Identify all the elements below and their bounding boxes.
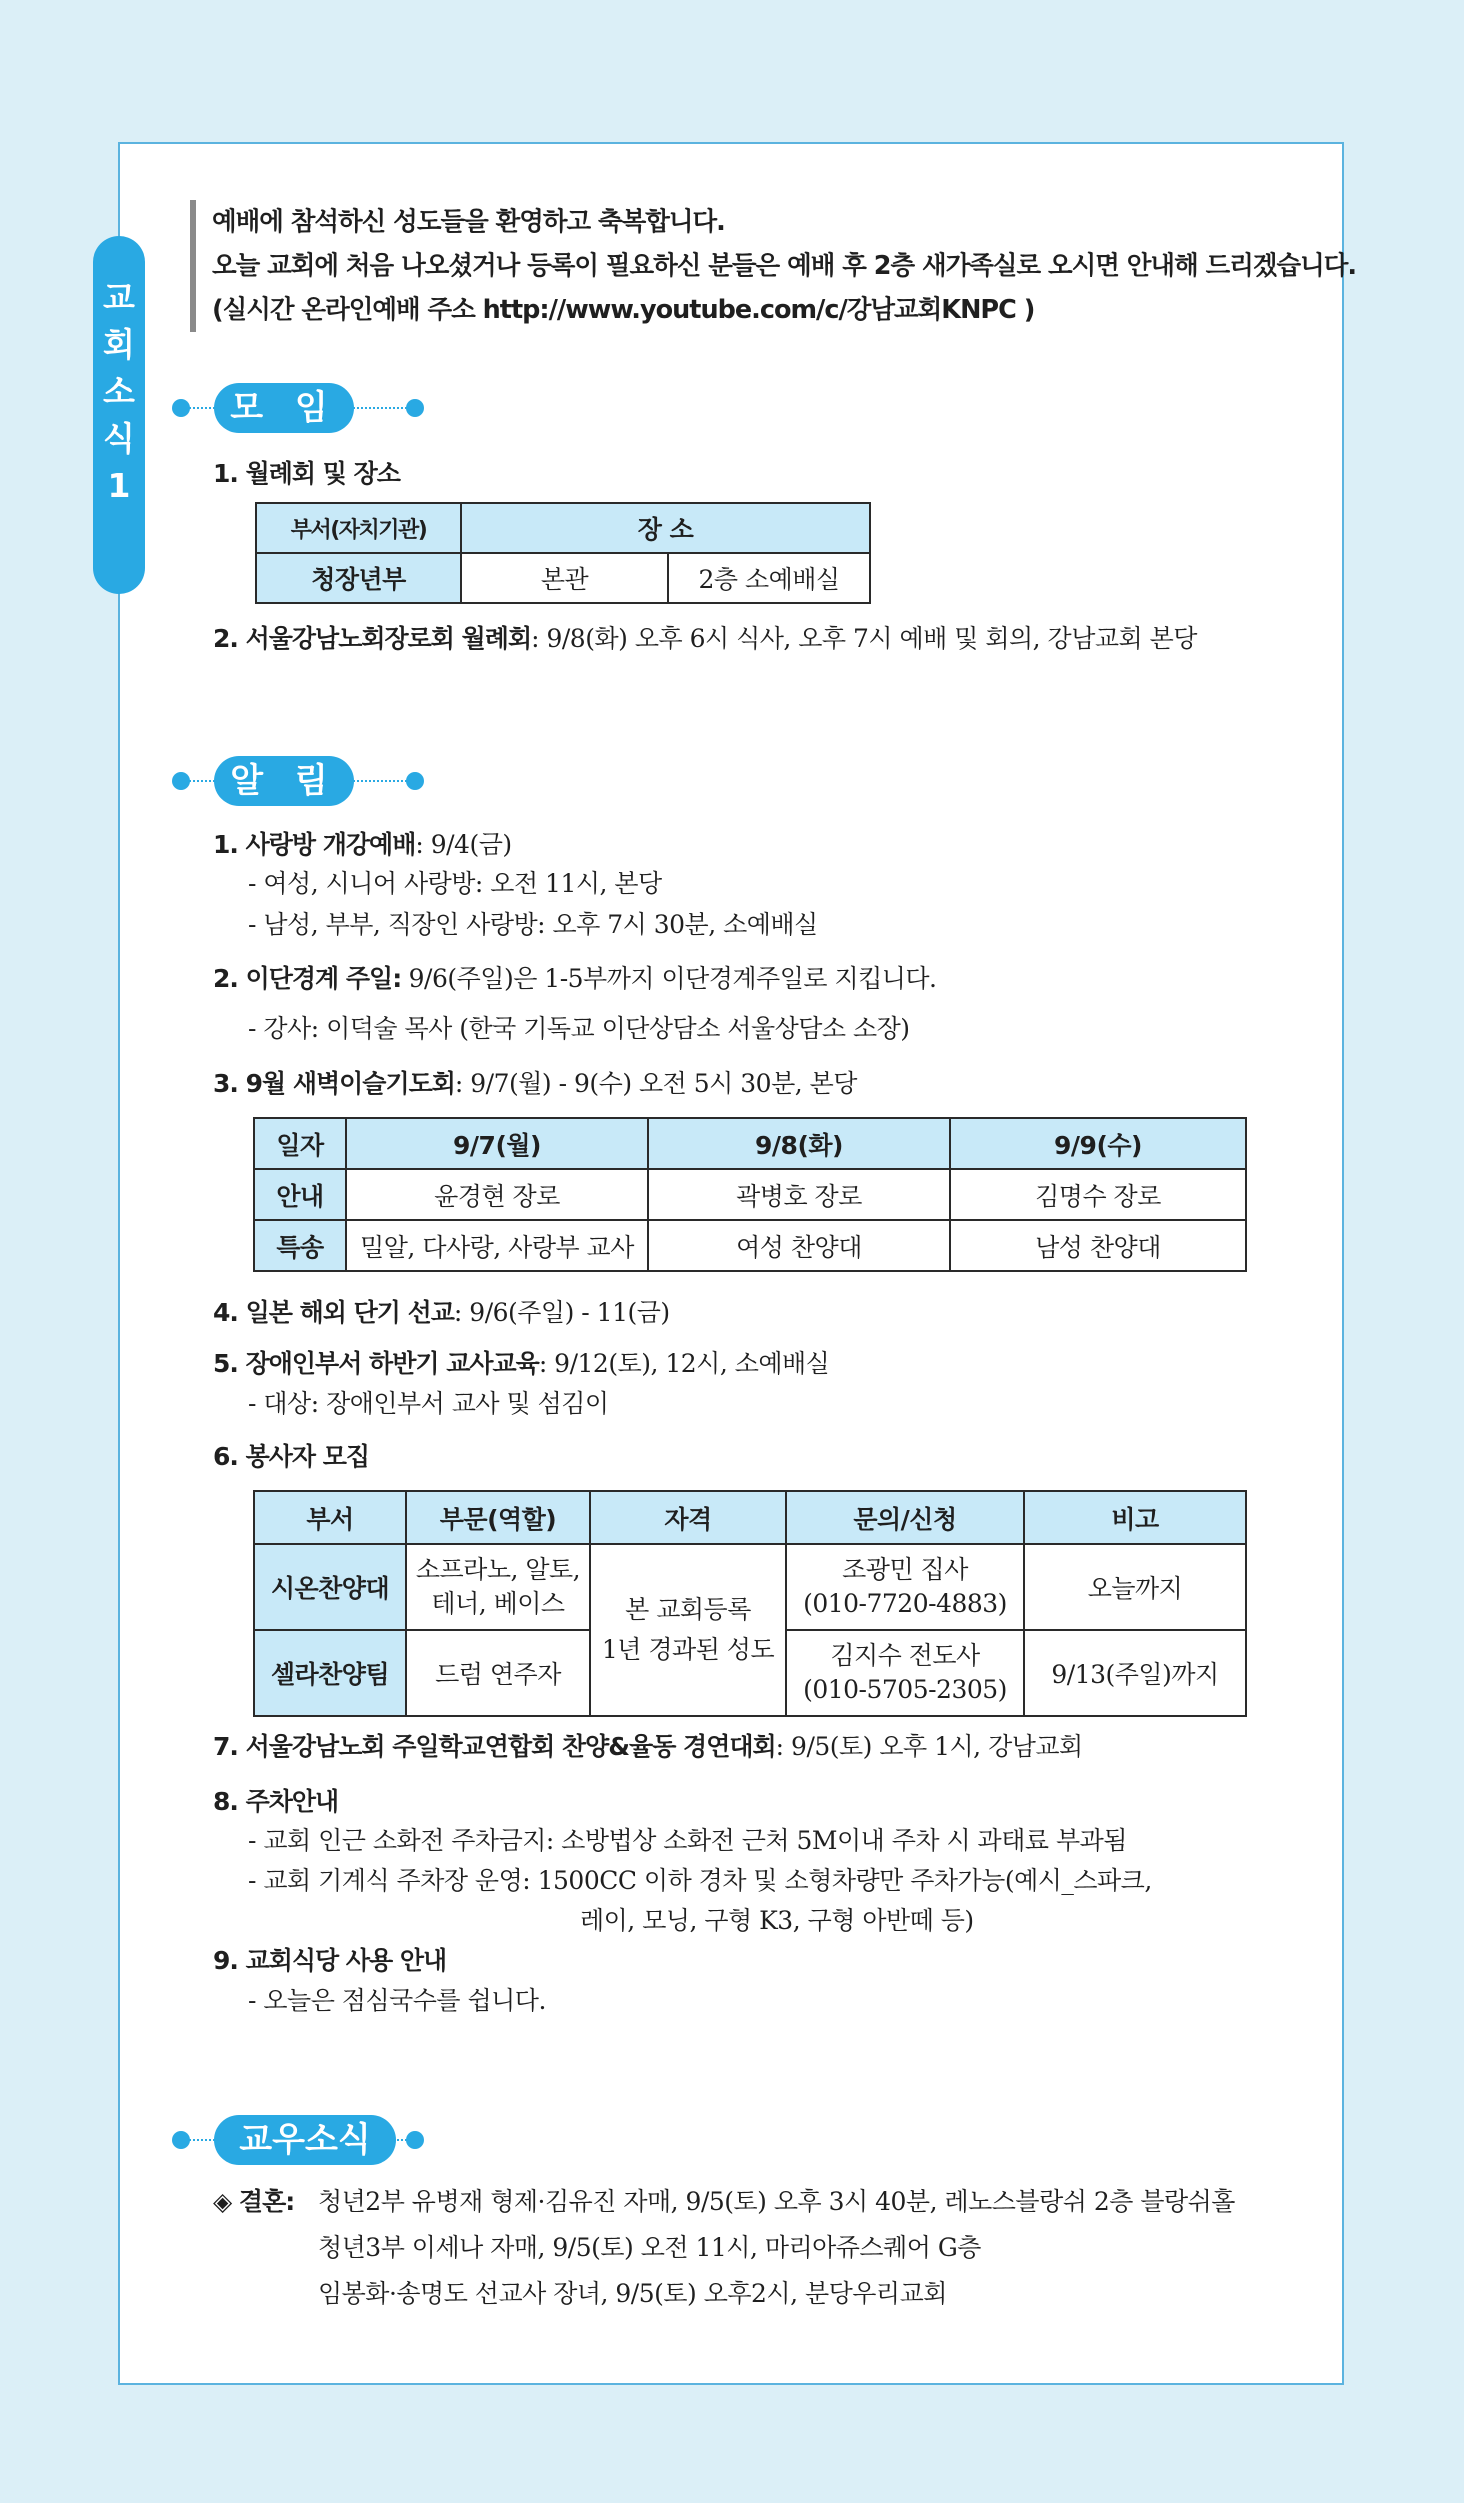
notice-item-8 [213,1785,338,1819]
table-cell: 셀라찬양팀 [254,1630,406,1716]
table-header-cell: 장 소 [461,503,870,553]
table-cell: 청장년부 [256,553,461,603]
item-text: : 9/4(금) [415,830,512,859]
side-tab-church-news [93,236,145,594]
table-cell: 안내 [254,1169,346,1220]
table-header-cell: 9/8(화) [648,1118,950,1169]
table-header-cell: 자격 [590,1491,786,1544]
bullet-dot [406,2131,424,2149]
table-header-cell: 문의/신청 [786,1491,1024,1544]
notice-item-8-sub: - 교회 인근 소화전 주차금지: 소방법상 소화전 근처 5M이내 주차 시 과태료 부과됨 [248,1826,1127,1855]
table-header-cell: 부서 [254,1491,406,1544]
volunteer-table [253,1490,1247,1717]
wedding-line: 청년3부 이세나 자매, 9/5(토) 오전 11시, 마리아쥬스퀘어 G층 [318,2233,981,2262]
notice-item-8-sub: - 교회 기계식 주차장 운영: 1500CC 이하 경차 및 소형차량만 주차가능(예시_스파크, [248,1866,1152,1895]
table-header-cell: 9/7(월) [346,1118,648,1169]
item-text: : 9/12(토), 12시, 소예배실 [538,1349,830,1378]
table-cell: 시온찬양대 [254,1544,406,1630]
section-title: 모 임 [214,383,354,433]
intro-block [190,200,1356,332]
item-text: : 9/5(토) 오후 1시, 강남교회 [775,1732,1083,1761]
item-heading: 8. 주차안내 [213,1787,339,1816]
item-text: : 9/8(화) 오후 6시 식사, 오후 7시 예배 및 회의, 강남교회 본당 [531,624,1197,653]
table-header-cell: 부서(자치기관) [256,503,461,553]
item-heading: 5. 장애인부서 하반기 교사교육 [213,1349,539,1378]
item-heading: 2. 서울강남노회장로회 월례회 [213,624,532,653]
table-cell [590,1544,786,1716]
intro-line: (실시간 온라인예배 주소 http://www.youtube.com/c/강남교회KNPC ) [212,295,1035,325]
section-title: 교우소식 [214,2115,396,2165]
notice-item-2 [213,962,937,996]
table-cell: 9/13(주일)까지 [1024,1630,1246,1716]
item-heading: 4. 일본 해외 단기 선교 [213,1298,454,1327]
item-heading: 2. 이단경계 주일: [213,964,402,993]
item-heading: 3. 9월 새벽이슬기도회 [213,1069,455,1098]
notice-item-5 [213,1347,829,1381]
table-cell: 김명수 장로 [950,1169,1246,1220]
cell-line: 테너, 베이스 [431,1589,565,1618]
notice-item-6 [213,1440,369,1474]
wedding-line: 임봉화·송명도 선교사 장녀, 9/5(토) 오후2시, 분당우리교회 [318,2279,947,2308]
table-header-cell: 일자 [254,1118,346,1169]
section-title: 알 림 [214,756,354,806]
intro-line: 오늘 교회에 처음 나오셨거나 등록이 필요하신 분들은 예배 후 2층 새가족실로 오시면 안내해 드리겠습니다. [212,251,1357,281]
item-text: 9/6(주일)은 1-5부까지 이단경계주일로 지킵니다. [401,964,937,993]
meeting-item-1 [213,457,400,491]
cell-line: 조광민 집사 [842,1555,968,1584]
table-header-cell: 9/9(수) [950,1118,1246,1169]
table-header-cell: 부문(역할) [406,1491,590,1544]
table-cell: 여성 찬양대 [648,1220,950,1271]
table-header-cell: 비고 [1024,1491,1246,1544]
item-heading: 6. 봉사자 모집 [213,1442,370,1471]
dawn-prayer-table [253,1117,1247,1272]
notice-item-9 [213,1944,446,1978]
meeting-item-2 [213,622,1197,656]
section-header-members [172,2115,432,2165]
side-tab-char: 소 [103,372,135,411]
notice-item-5-sub: - 대상: 장애인부서 교사 및 섬김이 [248,1389,609,1418]
notice-item-1 [213,828,512,862]
section-header-meeting [172,383,432,433]
notice-item-3 [213,1067,857,1101]
cell-line: 김지수 전도사 [830,1641,980,1670]
table-cell: 2층 소예배실 [668,553,870,603]
side-tab-char: 식 [103,419,135,458]
wedding-label [213,2185,294,2219]
item-heading: 1. 사랑방 개강예배 [213,830,416,859]
table-cell: 오늘까지 [1024,1544,1246,1630]
notice-item-9-sub: - 오늘은 점심국수를 쉽니다. [248,1986,546,2015]
cell-line: 1년 경과된 성도 [601,1635,775,1664]
table-cell: 남성 찬양대 [950,1220,1246,1271]
table-cell: 윤경현 장로 [346,1169,648,1220]
table-cell [406,1544,590,1630]
side-tab-char: 회 [103,325,135,364]
notice-item-1-sub: - 여성, 시니어 사랑방: 오전 11시, 본당 [248,869,662,898]
bullet-dot [172,399,190,417]
item-heading: 9. 교회식당 사용 안내 [213,1946,447,1975]
intro-line: 예배에 참석하신 성도들을 환영하고 축복합니다. [212,207,725,237]
item-heading: 7. 서울강남노회 주일학교연합회 찬양&율동 경연대회 [213,1732,776,1761]
table-cell: 본관 [461,553,668,603]
bullet-dot [172,2131,190,2149]
cell-line: (010-7720-4883) [803,1589,1007,1618]
cell-line: (010-5705-2305) [803,1675,1007,1704]
bullet-dot [406,772,424,790]
notice-item-4 [213,1296,670,1330]
notice-item-8-sub: 레이, 모닝, 구형 K3, 구형 아반떼 등) [580,1906,974,1935]
table-cell [786,1544,1024,1630]
table-cell: 드럼 연주자 [406,1630,590,1716]
notice-item-1-sub: - 남성, 부부, 직장인 사랑방: 오후 7시 30분, 소예배실 [248,910,818,939]
item-heading: 1. 월례회 및 장소 [213,459,400,488]
meeting-table [255,502,871,604]
bullet-dot [406,399,424,417]
notice-item-7 [213,1730,1083,1764]
table-cell: 곽병호 장로 [648,1169,950,1220]
notice-item-2-sub: - 강사: 이덕술 목사 (한국 기독교 이단상담소 서울상담소 소장) [248,1014,910,1043]
table-cell [786,1630,1024,1716]
item-text: : 9/7(월) - 9(수) 오전 5시 30분, 본당 [454,1069,857,1098]
wedding-line: 청년2부 유병재 형제·김유진 자매, 9/5(토) 오후 3시 40분, 레노스블랑쉬 2층 블랑쉬홀 [318,2187,1235,2216]
table-cell: 특송 [254,1220,346,1271]
cell-line: 소프라노, 알토, [415,1555,581,1584]
table-cell: 밀알, 다사랑, 사랑부 교사 [346,1220,648,1271]
item-text: : 9/6(주일) - 11(금) [453,1298,670,1327]
bullet-dot [172,772,190,790]
side-tab-char: 1 [107,466,131,505]
cell-line: 본 교회등록 [625,1595,751,1624]
side-tab-char: 교 [103,278,135,317]
section-header-notice [172,756,432,806]
item-heading: ◈ 결혼: [213,2187,295,2216]
